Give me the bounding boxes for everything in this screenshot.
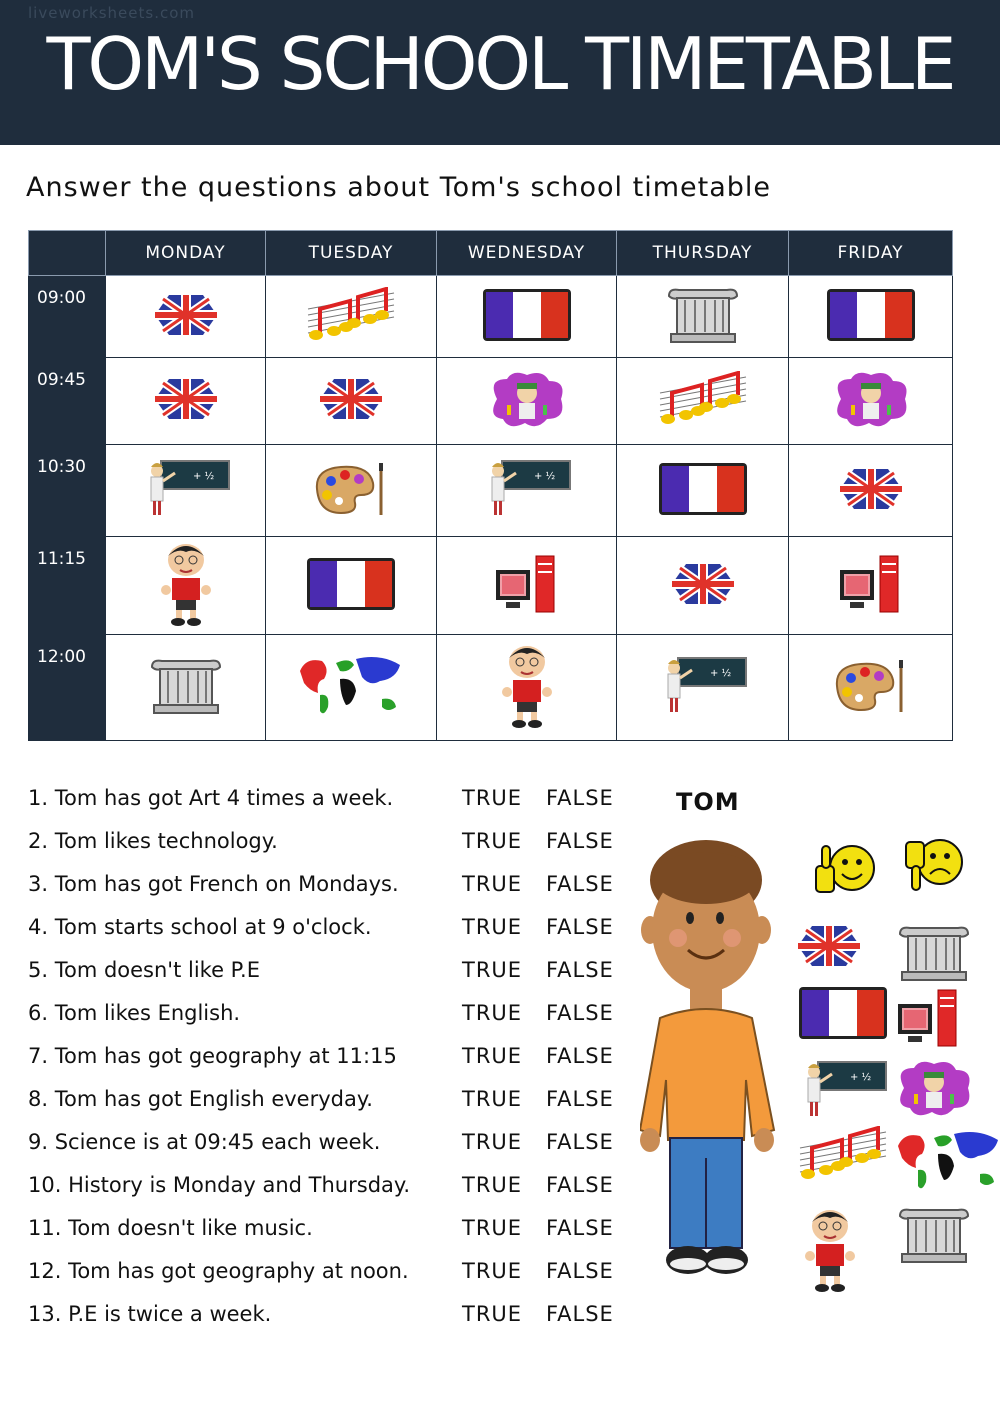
svg-text:+ ½: + ½: [533, 470, 555, 482]
likes-french-icon[interactable]: [798, 986, 888, 1044]
timetable-cell: [789, 445, 953, 537]
false-option[interactable]: FALSE: [546, 1130, 614, 1154]
french-subject-icon: [826, 288, 916, 346]
timetable-cell: [106, 276, 266, 358]
day-header: THURSDAY: [617, 231, 789, 276]
technology-subject-icon: [836, 552, 906, 620]
tom-label: TOM: [676, 788, 740, 816]
english-subject-icon: [155, 293, 217, 341]
svg-text:+ ½: + ½: [192, 470, 214, 482]
false-option[interactable]: FALSE: [546, 1087, 614, 1111]
corner-cell: [29, 231, 106, 276]
false-option[interactable]: FALSE: [546, 1173, 614, 1197]
day-header: FRIDAY: [789, 231, 953, 276]
time-slot: 09:00: [29, 276, 106, 358]
pe-subject-icon: [154, 540, 218, 632]
dislikes-technology-icon[interactable]: [894, 986, 964, 1054]
timetable-cell: [437, 537, 617, 635]
question-row: [28, 823, 628, 866]
timetable-cell: [789, 276, 953, 358]
true-option[interactable]: TRUE: [462, 786, 523, 810]
false-option[interactable]: FALSE: [546, 1001, 614, 1025]
true-option[interactable]: TRUE: [462, 915, 523, 939]
instructions: Answer the questions about Tom's school timetable: [26, 172, 772, 203]
technology-subject-icon: [492, 552, 562, 620]
timetable-row: [29, 537, 953, 635]
question-text: 4. Tom starts school at 9 o'clock.: [28, 915, 372, 939]
time-slot: 12:00: [29, 635, 106, 741]
thumbs-down-icon: [902, 838, 966, 902]
music-subject-icon: [306, 287, 396, 347]
day-header: WEDNESDAY: [437, 231, 617, 276]
timetable-cell: [437, 358, 617, 445]
false-option[interactable]: FALSE: [546, 1044, 614, 1068]
question-text: 12. Tom has got geography at noon.: [28, 1259, 409, 1283]
question-text: 13. P.E is twice a week.: [28, 1302, 272, 1326]
watermark: liveworksheets.com: [28, 4, 196, 22]
question-row: [28, 1167, 628, 1210]
likes-music-icon[interactable]: [798, 1126, 888, 1186]
english-subject-icon: [320, 377, 382, 425]
time-slot: 09:45: [29, 358, 106, 445]
true-option[interactable]: TRUE: [462, 1259, 523, 1283]
question-text: 6. Tom likes English.: [28, 1001, 241, 1025]
timetable-cell: [789, 537, 953, 635]
geography-subject-icon: [296, 651, 406, 725]
false-option[interactable]: FALSE: [546, 829, 614, 853]
timetable-cell: [266, 276, 437, 358]
true-option[interactable]: TRUE: [462, 872, 523, 896]
timetable-cell: [617, 276, 789, 358]
question-row: [28, 866, 628, 909]
timetable-row: [29, 445, 953, 537]
timetable-cell: [106, 445, 266, 537]
question-text: 11. Tom doesn't like music.: [28, 1216, 313, 1240]
english-subject-icon: [155, 377, 217, 425]
timetable-cell: [266, 635, 437, 741]
timetable-cell: [266, 445, 437, 537]
true-option[interactable]: TRUE: [462, 1087, 523, 1111]
science-subject-icon: [831, 369, 911, 433]
art-subject-icon: [311, 461, 391, 521]
question-text: 2. Tom likes technology.: [28, 829, 278, 853]
true-option[interactable]: TRUE: [462, 1130, 523, 1154]
question-row: [28, 995, 628, 1038]
true-option[interactable]: TRUE: [462, 1173, 523, 1197]
header-banner: [0, 0, 1000, 145]
timetable-cell: [437, 276, 617, 358]
question-row: [28, 1210, 628, 1253]
music-subject-icon: [658, 371, 748, 431]
science-subject-icon: [487, 369, 567, 433]
question-list: [28, 780, 628, 1339]
timetable-cell: [617, 445, 789, 537]
maths-subject-icon: [482, 457, 572, 525]
thumbs-up-icon: [812, 840, 876, 900]
true-option[interactable]: TRUE: [462, 1001, 523, 1025]
timetable-cell: [106, 537, 266, 635]
question-row: [28, 1038, 628, 1081]
false-option[interactable]: FALSE: [546, 872, 614, 896]
dislikes-science-icon[interactable]: [894, 1058, 974, 1122]
maths-subject-icon: [141, 457, 231, 525]
french-subject-icon: [658, 462, 748, 520]
timetable-cell: [437, 635, 617, 741]
maths-subject-icon: [658, 654, 748, 722]
timetable-cell: [617, 537, 789, 635]
timetable-cell: [266, 537, 437, 635]
history-subject-icon: [663, 286, 743, 348]
question-row: [28, 909, 628, 952]
time-slot: 11:15: [29, 537, 106, 635]
dislikes-history-icon[interactable]: [894, 924, 974, 986]
english-subject-icon: [840, 467, 902, 515]
false-option[interactable]: FALSE: [546, 958, 614, 982]
likes-english-icon[interactable]: [798, 924, 860, 972]
timetable-cell: [106, 635, 266, 741]
question-text: 9. Science is at 09:45 each week.: [28, 1130, 381, 1154]
dislikes-history-icon[interactable]: [894, 1206, 974, 1268]
timetable-row: [29, 276, 953, 358]
likes-maths-icon[interactable]: [798, 1058, 888, 1126]
timetable-cell: [789, 635, 953, 741]
question-row: [28, 1124, 628, 1167]
dislikes-geography-icon[interactable]: [894, 1126, 1000, 1200]
true-option[interactable]: TRUE: [462, 1216, 523, 1240]
french-subject-icon: [306, 557, 396, 615]
true-option[interactable]: TRUE: [462, 958, 523, 982]
question-row: [28, 780, 628, 823]
false-option[interactable]: FALSE: [546, 1216, 614, 1240]
svg-text:+ ½: + ½: [850, 1072, 872, 1083]
timetable-cell: [106, 358, 266, 445]
timetable-row: [29, 358, 953, 445]
pe-subject-icon: [495, 642, 559, 734]
false-option[interactable]: FALSE: [546, 786, 614, 810]
english-subject-icon: [672, 562, 734, 610]
question-text: 3. Tom has got French on Mondays.: [28, 872, 399, 896]
question-row: [28, 1081, 628, 1124]
question-text: 10. History is Monday and Thursday.: [28, 1173, 410, 1197]
day-header: MONDAY: [106, 231, 266, 276]
question-row: [28, 1296, 628, 1339]
likes-pe-icon[interactable]: [798, 1206, 862, 1298]
svg-text:+ ½: + ½: [709, 667, 731, 679]
false-option[interactable]: FALSE: [546, 1259, 614, 1283]
question-text: 5. Tom doesn't like P.E: [28, 958, 260, 982]
page-title: TOM'S SCHOOL TIMETABLE: [46, 22, 954, 106]
question-text: 7. Tom has got geography at 11:15: [28, 1044, 397, 1068]
french-subject-icon: [482, 288, 572, 346]
tom-boy-illustration: [640, 840, 780, 1280]
question-row: [28, 952, 628, 995]
true-option[interactable]: TRUE: [462, 1044, 523, 1068]
day-header: TUESDAY: [266, 231, 437, 276]
timetable-row: [29, 635, 953, 741]
timetable-cell: [789, 358, 953, 445]
timetable: [28, 230, 953, 741]
timetable-cell: [266, 358, 437, 445]
time-slot: 10:30: [29, 445, 106, 537]
false-option[interactable]: FALSE: [546, 915, 614, 939]
timetable-cell: [617, 635, 789, 741]
true-option[interactable]: TRUE: [462, 1302, 523, 1326]
true-option[interactable]: TRUE: [462, 829, 523, 853]
question-text: 1. Tom has got Art 4 times a week.: [28, 786, 394, 810]
question-row: [28, 1253, 628, 1296]
history-subject-icon: [146, 657, 226, 719]
question-text: 8. Tom has got English everyday.: [28, 1087, 373, 1111]
timetable-cell: [437, 445, 617, 537]
timetable-cell: [617, 358, 789, 445]
false-option[interactable]: FALSE: [546, 1302, 614, 1326]
art-subject-icon: [831, 658, 911, 718]
